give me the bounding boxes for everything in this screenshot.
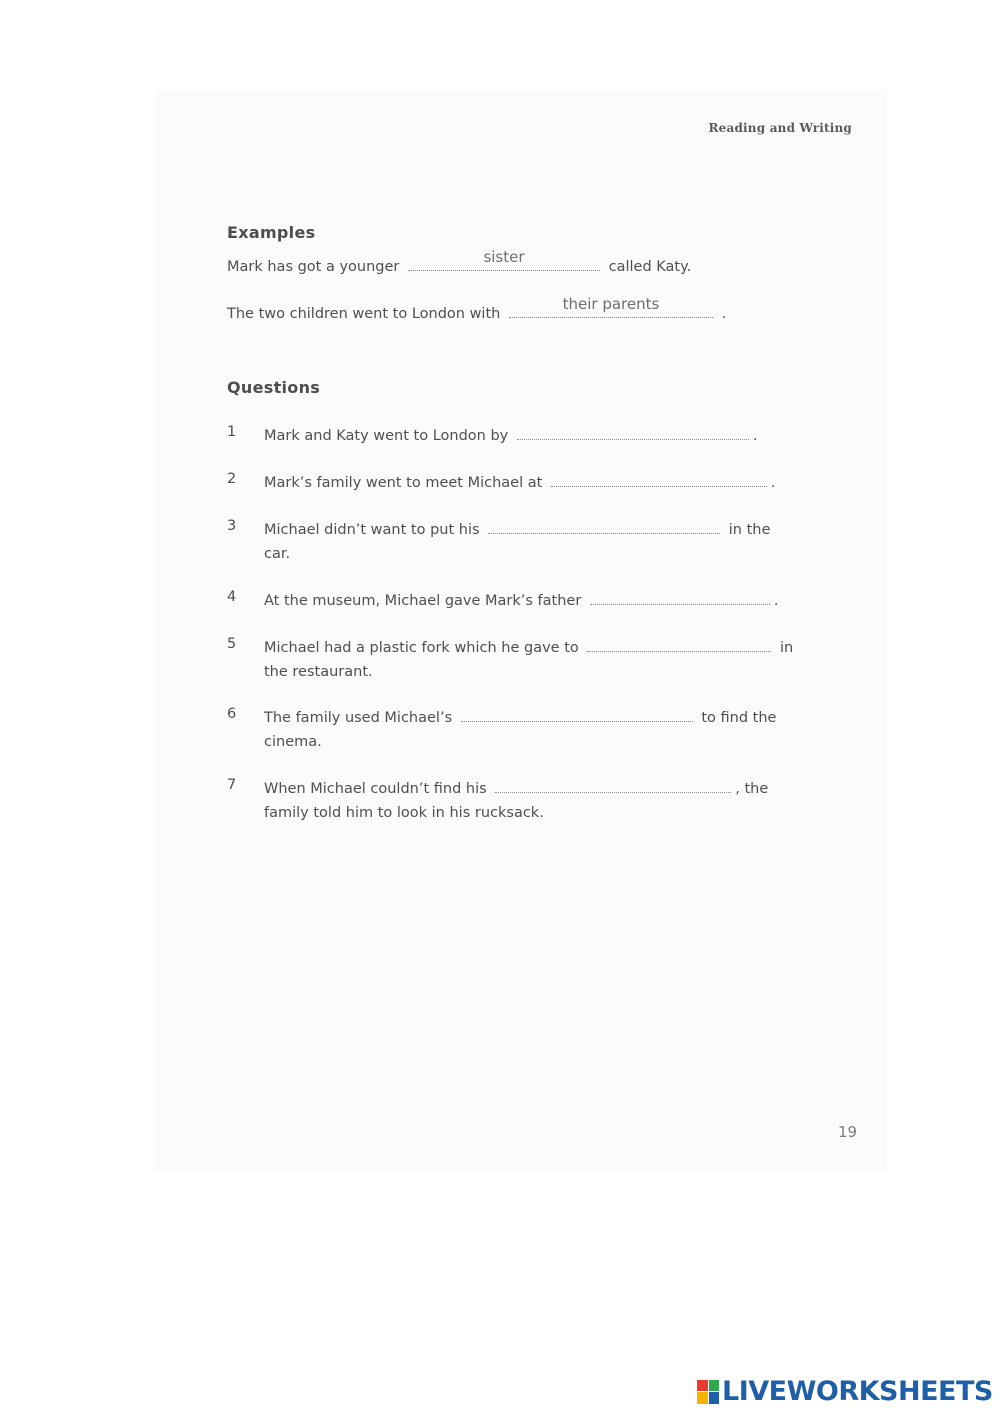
example-blank [408, 248, 600, 271]
examples-title: Examples [227, 223, 316, 242]
liveworksheets-logo-icon [697, 1380, 719, 1404]
question-text-before: When Michael couldn’t find his [264, 781, 487, 797]
liveworksheets-logo [697, 1376, 993, 1407]
brand-name: LIVEWORKSHEETS [722, 1376, 993, 1407]
logo-square-red [697, 1380, 708, 1392]
example-line-1 [227, 248, 692, 275]
example-blank [509, 295, 713, 318]
question-text-after: to find the cinema. [264, 710, 777, 750]
question-number: 6 [227, 706, 237, 722]
example-answer: their parents [562, 295, 660, 313]
question-number: 3 [227, 518, 237, 534]
question-text-before: Michael didn’t want to put his [264, 522, 480, 538]
question-text-after: . [770, 475, 776, 491]
question-4 [227, 589, 797, 613]
answer-blank-5[interactable] [587, 637, 771, 652]
example-text-after: . [721, 306, 727, 322]
question-text-after: . [773, 593, 779, 609]
question-number: 4 [227, 589, 237, 605]
question-text-before: Michael had a plastic fork which he gave to [264, 640, 579, 656]
question-5 [227, 636, 797, 684]
answer-blank-1[interactable] [517, 425, 749, 440]
question-1 [227, 424, 797, 448]
question-text-before: At the museum, Michael gave Mark’s father [264, 593, 582, 609]
answer-blank-4[interactable] [590, 590, 770, 605]
question-6 [227, 706, 797, 754]
question-text-after: . [752, 428, 758, 444]
example-answer: sister [483, 248, 525, 266]
answer-blank-3[interactable] [488, 519, 720, 534]
example-line-2 [227, 295, 727, 322]
question-7 [227, 777, 797, 825]
question-number: 7 [227, 777, 237, 793]
answer-blank-7[interactable] [495, 778, 731, 793]
example-text-after: called Katy. [608, 259, 692, 275]
question-text-before: The family used Michael’s [264, 710, 453, 726]
answer-blank-2[interactable] [551, 472, 767, 487]
question-text-after: in the car. [264, 522, 771, 562]
page-number: 19 [838, 1123, 858, 1141]
question-text-after: in the restaurant. [264, 640, 794, 680]
example-text-before: The two children went to London with [227, 306, 501, 322]
question-2 [227, 471, 797, 495]
questions-title: Questions [227, 378, 321, 397]
page-header: Reading and Writing [708, 121, 852, 135]
logo-square-yellow [697, 1392, 708, 1404]
question-text-before: Mark’s family went to meet Michael at [264, 475, 543, 491]
question-3 [227, 518, 797, 566]
question-number: 1 [227, 424, 237, 440]
question-number: 2 [227, 471, 237, 487]
logo-square-blue [709, 1392, 720, 1404]
question-number: 5 [227, 636, 237, 652]
question-text-after: , the family told him to look in his rucksack. [264, 781, 769, 821]
question-text-before: Mark and Katy went to London by [264, 428, 509, 444]
example-text-before: Mark has got a younger [227, 259, 400, 275]
logo-square-green [709, 1380, 720, 1392]
answer-blank-6[interactable] [461, 707, 693, 722]
